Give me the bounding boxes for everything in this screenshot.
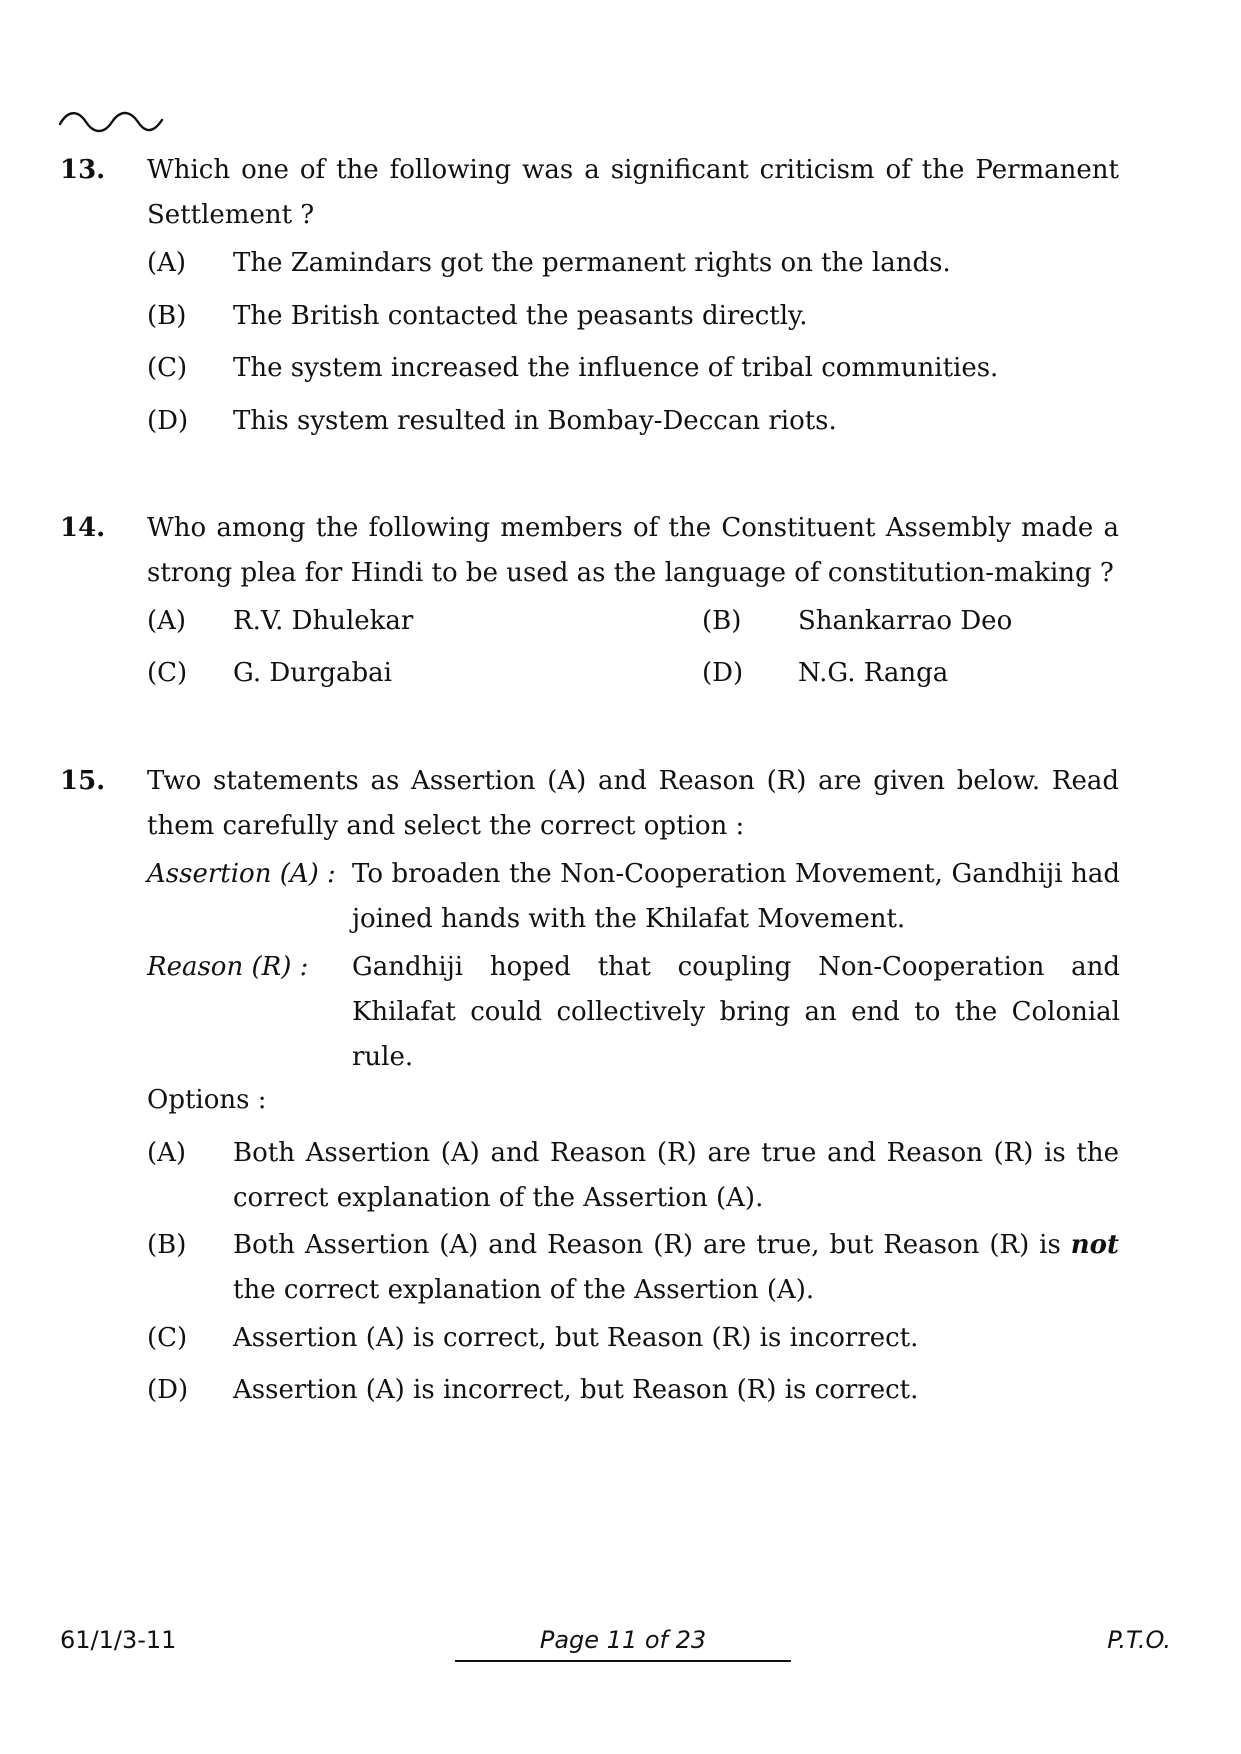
emphasis-not: not (1070, 1230, 1119, 1260)
option-label: (D) (702, 658, 744, 688)
option-label: (C) (147, 1323, 188, 1353)
option-text: Both Assertion (A) and Reason (R) are true and Reason (R) is the correct explanation of the Assertion (A). (233, 1138, 1119, 1213)
option-text-after: the correct explanation of the Assertion (A). (233, 1275, 815, 1305)
question-text: Who among the following members of the Constituent Assembly made a strong plea for Hindi to be used as the language of constitution-making ? (147, 513, 1119, 588)
options-heading: Options : (147, 1085, 267, 1115)
option-text: Shankarrao Deo (798, 606, 1013, 636)
option-text: The system increased the influence of tribal communities. (233, 353, 999, 383)
footer-underline (455, 1660, 791, 1662)
option-label: (C) (147, 658, 188, 688)
option-text: Assertion (A) is correct, but Reason (R) is incorrect. (233, 1323, 919, 1353)
option-text: The Zamindars got the permanent rights on the lands. (233, 248, 951, 278)
question-number: 15. (60, 766, 106, 796)
option-label: (A) (147, 248, 187, 278)
pto-label: P.T.O. (1107, 1626, 1171, 1654)
option-text: The British contacted the peasants directly. (233, 301, 808, 331)
option-label: (D) (147, 1375, 189, 1405)
option-text-before: Both Assertion (A) and Reason (R) are true, but Reason (R) is (233, 1230, 1071, 1260)
reason-text: Gandhiji hoped that coupling Non-Cooperation and Khilafat could collectively bring an end to the Colonial rule. (352, 952, 1120, 1072)
option-label: (A) (147, 1138, 187, 1168)
reason-label: Reason (R) : (147, 952, 309, 982)
option-text: N.G. Ranga (798, 658, 949, 688)
option-text: This system resulted in Bombay-Deccan riots. (233, 406, 837, 436)
option-text (233, 1223, 1119, 1313)
option-label: (B) (147, 1230, 187, 1260)
option-label: (B) (702, 606, 742, 636)
option-label: (A) (147, 606, 187, 636)
question-text: Two statements as Assertion (A) and Reason (R) are given below. Read them carefully and select the correct option : (147, 766, 1119, 841)
question-number: 14. (60, 513, 106, 543)
option-label: (B) (147, 301, 187, 331)
option-label: (C) (147, 353, 188, 383)
option-text: R.V. Dhulekar (233, 606, 414, 636)
option-text: G. Durgabai (233, 658, 392, 688)
assertion-text: To broaden the Non-Cooperation Movement, Gandhiji had joined hands with the Khilafat Movement. (352, 859, 1120, 934)
question-text: Which one of the following was a significant criticism of the Permanent Settlement ? (147, 155, 1119, 230)
question-number: 13. (60, 155, 106, 185)
option-text: Assertion (A) is incorrect, but Reason (R) is correct. (233, 1375, 919, 1405)
option-label: (D) (147, 406, 189, 436)
paper-code: 61/1/3-11 (60, 1626, 177, 1654)
page-number: Page 11 of 23 (539, 1626, 707, 1654)
assertion-label: Assertion (A) : (147, 859, 336, 889)
wave-mark-icon (58, 108, 164, 138)
